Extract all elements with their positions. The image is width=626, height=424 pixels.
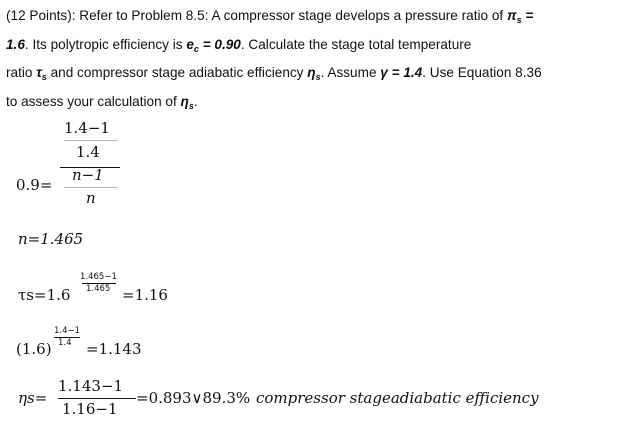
eta-symbol: η <box>180 93 189 109</box>
eq3-lhs: τs=1.6 <box>18 286 71 304</box>
eq1-inner-numerator: 1.4−1 <box>64 119 110 137</box>
eq4-exponent-numerator: 1.4−1 <box>54 326 81 336</box>
eq1-inner-denominator: 1.4 <box>76 143 100 161</box>
problem-line-2 <box>6 33 620 62</box>
problem-statement <box>6 4 620 118</box>
problem-text: . Its polytropic efficiency is <box>24 36 187 52</box>
eq5-lhs: ηs= <box>18 389 48 407</box>
tau-subscript: s <box>41 72 47 82</box>
eq1-inner-fraction-bar <box>64 140 118 141</box>
equals: = <box>521 8 534 23</box>
tau-symbol: τ <box>36 65 42 80</box>
eq1-denominator-bottom: n <box>86 189 96 207</box>
e-subscript: c <box>193 43 199 54</box>
problem-text: ratio <box>6 65 37 80</box>
eq5-numerator: 1.143−1 <box>58 377 124 395</box>
eta-subscript: s <box>315 72 321 82</box>
e-symbol: e <box>186 36 194 52</box>
problem-text: . Use Equation 8.36 <box>422 65 542 80</box>
eq3-exponent-denominator: 1.465 <box>86 284 111 294</box>
eq4-base: (1.6) <box>16 340 52 358</box>
problem-line-1 <box>6 4 620 33</box>
eq3-exponent-numerator: 1.465−1 <box>80 272 117 282</box>
eq1-lower-fraction-bar <box>64 187 118 188</box>
eq5-denominator: 1.16−1 <box>62 400 118 418</box>
problem-text: . Assume <box>320 65 381 80</box>
problem-text: (12 Points): Refer to Problem 8.5: A compressor stage develops a pressure ratio of <box>6 8 507 23</box>
pi-subscript: s <box>516 15 522 25</box>
problem-text: . Calculate the stage total temperature <box>240 36 472 52</box>
eq5-fraction-bar <box>58 398 136 399</box>
pi-symbol: π <box>506 8 517 23</box>
eq3-rhs: =1.16 <box>122 286 168 304</box>
problem-line-3 <box>6 61 620 90</box>
pressure-ratio-value: 1.6 <box>6 36 25 52</box>
problem-text: and compressor stage adiabatic efficiency <box>46 65 308 80</box>
gamma-value: γ = 1.4 <box>380 65 423 80</box>
problem-line-4 <box>6 90 620 119</box>
problem-text: . <box>193 93 198 109</box>
eq1-denominator-top: n−1 <box>72 166 104 184</box>
equation-2: n=1.465 <box>18 230 84 248</box>
problem-text: to assess your calculation of <box>6 93 181 109</box>
eq5-description: compressor stageadiabatic efficiency <box>256 389 539 407</box>
eq4-exponent-denominator: 1.4 <box>58 338 72 348</box>
eq1-lhs: 0.9= <box>16 176 53 194</box>
eta-subscript: s <box>188 100 194 111</box>
eq4-rhs: =1.143 <box>86 340 142 358</box>
efficiency-value: = 0.90 <box>198 36 241 52</box>
eta-symbol: η <box>307 65 316 80</box>
eq5-rhs: =0.893∨89.3% <box>136 389 251 407</box>
